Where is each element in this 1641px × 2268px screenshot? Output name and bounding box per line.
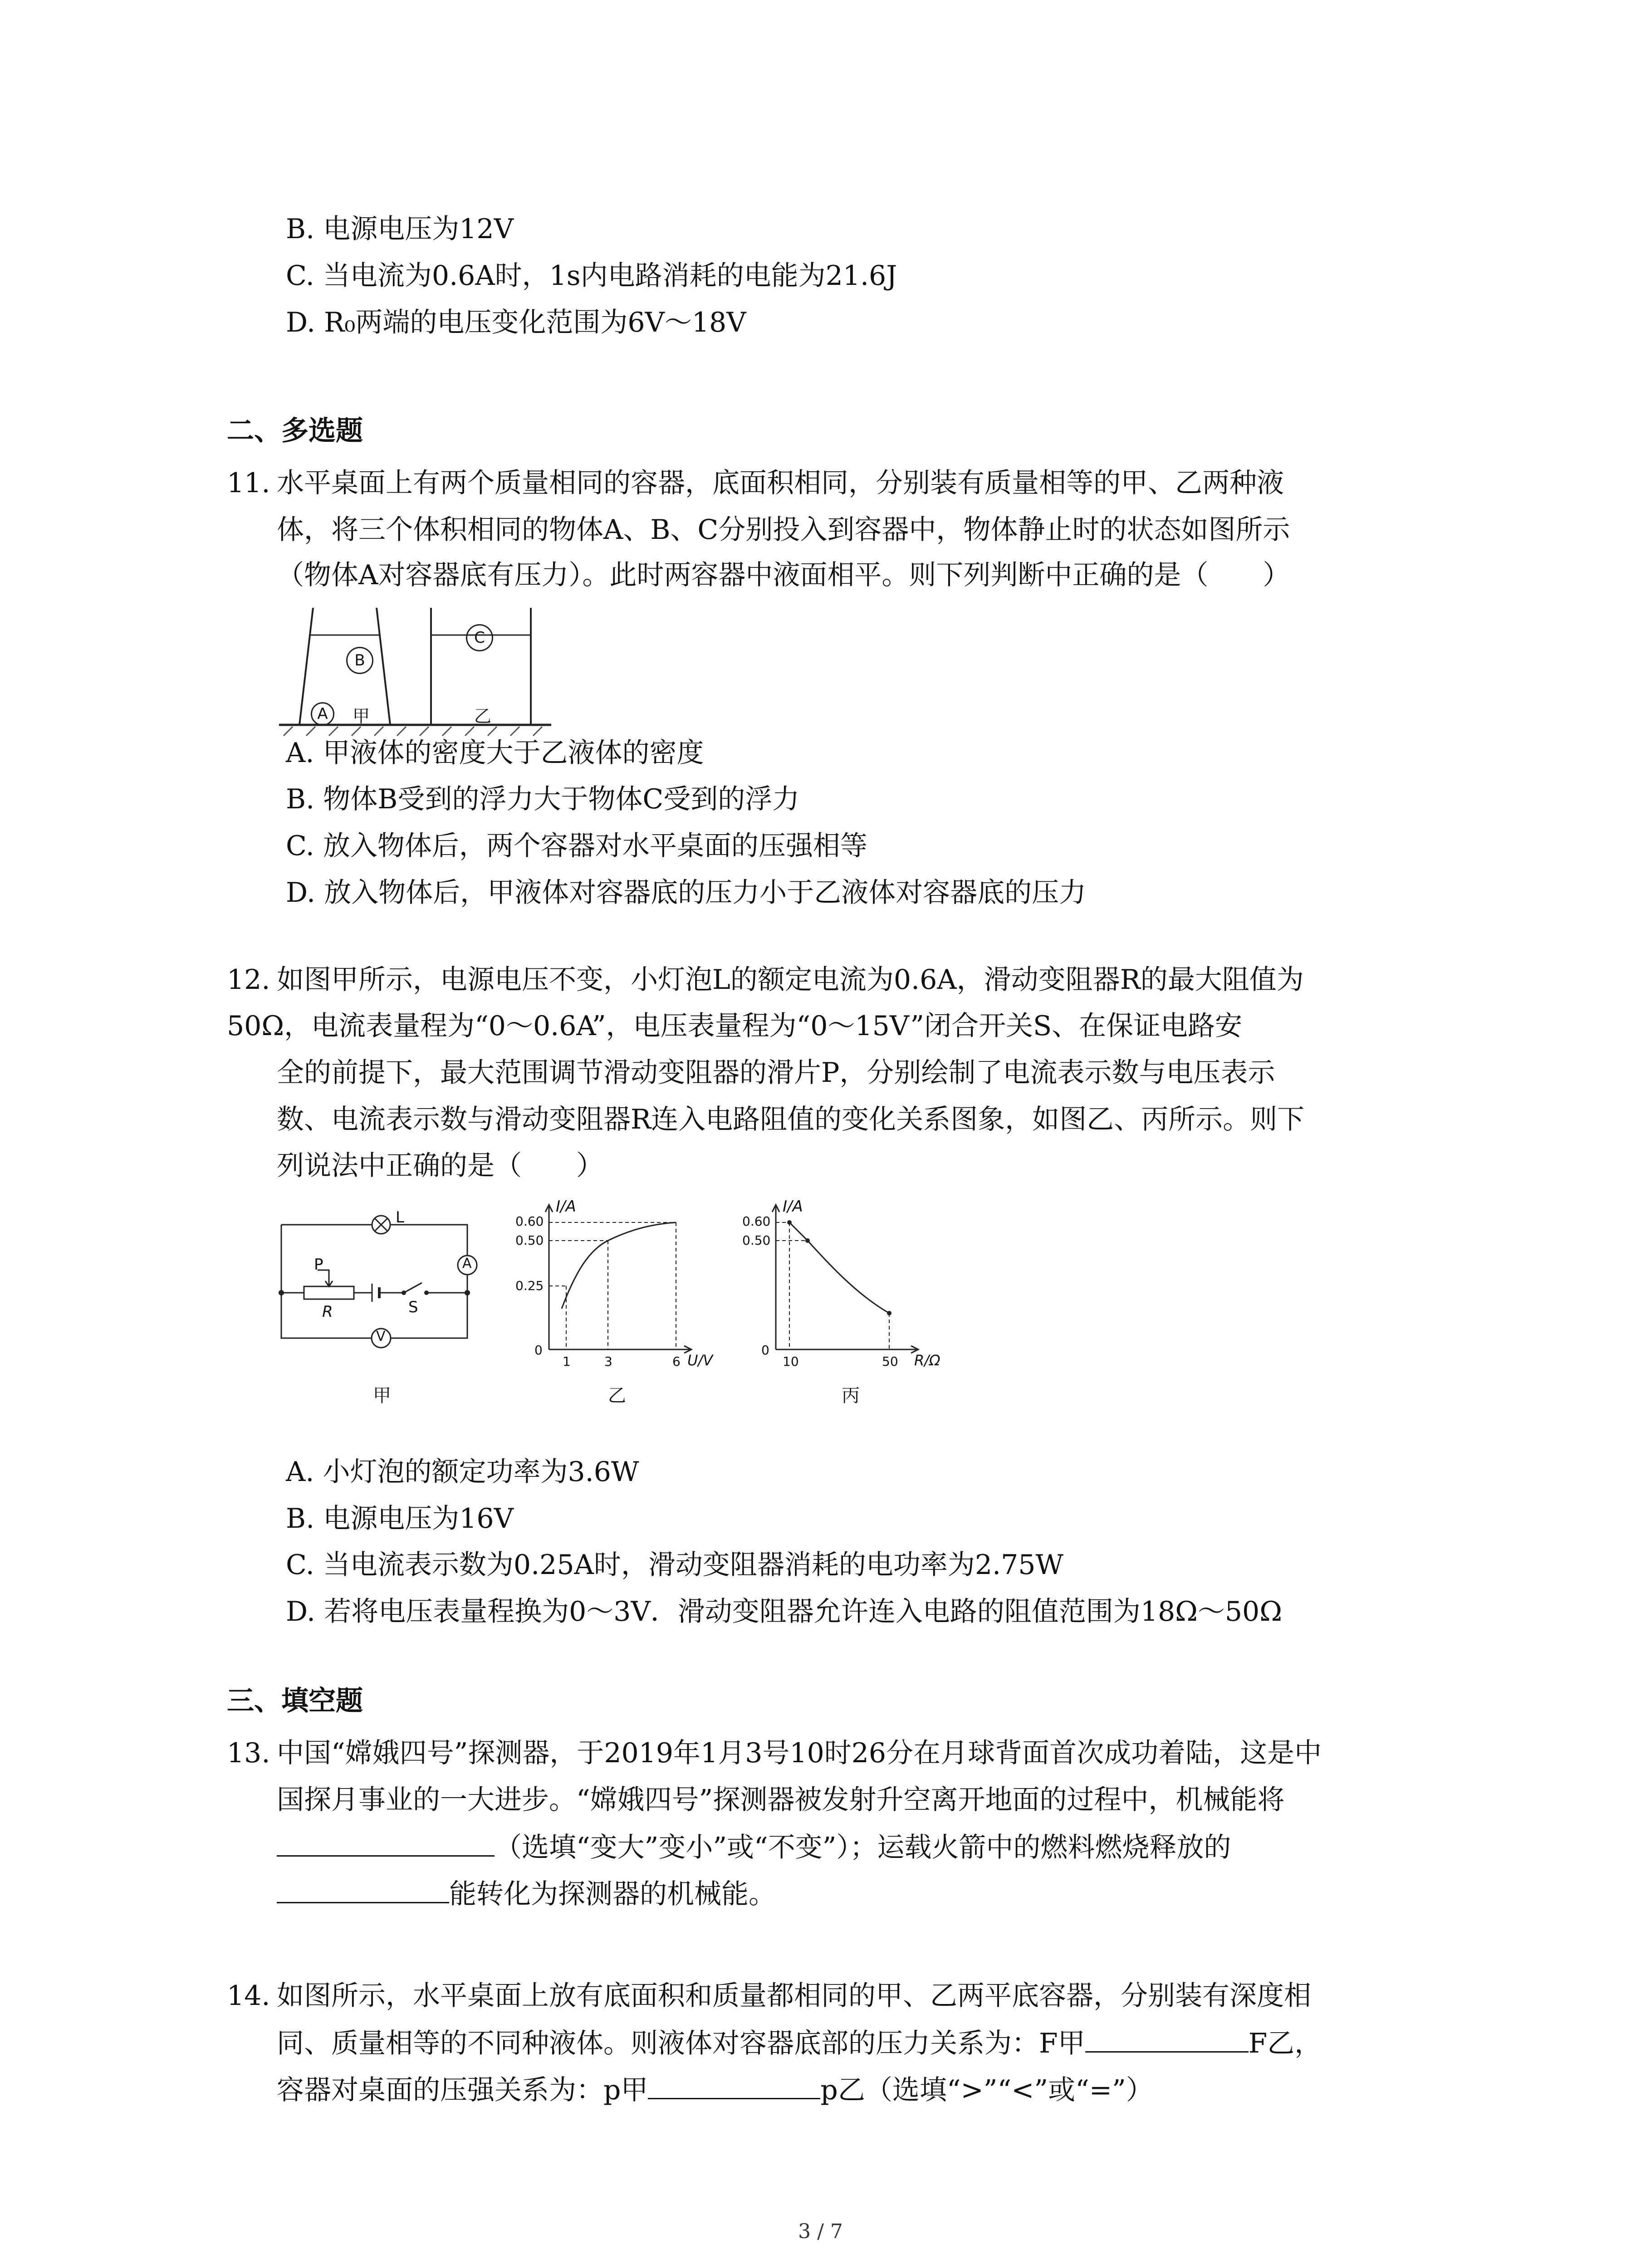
q13-line-3-text: （选填“变大”变小”或“不变”）；运载火箭中的燃料燃烧释放的 [495,1832,1231,1863]
graph-yi-ylabel: I/A [556,1198,576,1216]
q14-line-3-text: 容器对桌面的压强关系为：p甲 [277,2074,648,2106]
q12-circuit-diagram [272,1202,485,1420]
q14-line-2-tail: F乙， [1248,2028,1322,2059]
graph-bing-ylabel: I/A [783,1198,803,1216]
section-title-fill-in: 三、填空题 [227,1685,363,1717]
graph-yi-xtick-1: 1 [563,1354,571,1369]
graph-bing-xtick-50: 50 [882,1354,898,1369]
q12-graph-yi [513,1198,721,1420]
section-title-multiple-choice: 二、多选题 [227,415,363,447]
graph-yi-ytick-025: 0.25 [515,1278,544,1293]
q12-line-3: 全的前提下，最大范围调节滑动变阻器的滑片P，分别绘制了电流表示数与电压表示 [277,1057,1275,1089]
q14-line-3 [277,2071,1153,2108]
graph-bing-xtick-10: 10 [783,1354,799,1369]
q13-line-3 [277,1828,1231,1866]
q12-line-5: 列说法中正确的是（ ） [277,1150,603,1182]
graph-bing-ytick-060: 0.60 [742,1214,771,1229]
q10-option-b: B. 电源电压为12V [286,213,514,245]
graph-bing-ytick-050: 0.50 [742,1233,771,1248]
q11-option-c: C. 放入物体后，两个容器对水平桌面的压强相等 [286,830,867,862]
q11-number: 11. [227,467,270,499]
circuit-label-rheostat: R [322,1303,333,1321]
q11-option-d: D. 放入物体后，甲液体对容器底的压力小于乙液体对容器底的压力 [286,877,1087,909]
q12-option-d: D. 若将电压表量程换为0～3V．滑动变阻器允许连入电路的阻值范围为18Ω～50Ω [286,1596,1282,1628]
graph-bing-caption: 丙 [842,1385,860,1406]
q13-blank-1[interactable] [277,1828,495,1857]
graph-yi-ytick-060: 0.60 [515,1214,544,1229]
graph-bing-origin: 0 [761,1343,769,1358]
circuit-label-lamp: L [396,1208,404,1227]
q10-option-d: D. R₀两端的电压变化范围为6V～18V [286,307,746,338]
q12-option-c: C. 当电流表示数为0.25A时，滑动变阻器消耗的电功率为2.75W [286,1549,1064,1581]
q14-line-3-tail: p乙（选填“>”“<”或“=”） [820,2074,1153,2106]
q10-option-c: C. 当电流为0.6A时，1s内电路消耗的电能为21.6J [286,260,897,292]
q11-option-a: A. 甲液体的密度大于乙液体的密度 [286,737,704,769]
q13-number: 13. [227,1737,270,1769]
page-number: 3 / 7 [798,2220,843,2243]
q14-line-2-text: 同、质量相等的不同种液体。则液体对容器底部的压力关系为：F甲 [277,2028,1085,2059]
q12-line-4: 数、电流表示数与滑动变阻器R连入电路阻值的变化关系图象，如图乙、丙所示。则下 [277,1104,1305,1135]
q14-number: 14. [227,1980,270,2012]
q11-option-b: B. 物体B受到的浮力大于物体C受到的浮力 [286,783,800,815]
circuit-label-slider: P [314,1256,323,1274]
q12-option-a: A. 小灯泡的额定功率为3.6W [286,1456,639,1488]
graph-yi-xtick-6: 6 [672,1354,681,1369]
q11-container-figure [279,603,551,739]
q13-line-1: 中国“嫦娥四号”探测器，于2019年1月3号10时26分在月球背面首次成功着陆，这是中 [277,1737,1322,1769]
q14-line-1: 如图所示，水平桌面上放有底面积和质量都相同的甲、乙两平底容器，分别装有深度相 [277,1980,1311,2012]
circuit-caption: 甲 [373,1385,391,1406]
graph-yi-origin: 0 [534,1343,543,1358]
q13-blank-2[interactable] [277,1875,449,1903]
graph-yi-xlabel: U/V [687,1352,713,1369]
q12-option-b: B. 电源电压为16V [286,1503,514,1535]
q11-line-1: 水平桌面上有两个质量相同的容器，底面积相同，分别装有质量相等的甲、乙两种液 [277,467,1284,499]
q12-line-2: 50Ω，电流表量程为“0～0.6A”，电压表量程为“0～15V”闭合开关S、在保证电路安 [227,1010,1243,1042]
graph-yi-ytick-050: 0.50 [515,1233,544,1248]
q13-line-2: 国探月事业的一大进步。“嫦娥四号”探测器被发射升空离开地面的过程中，机械能将 [277,1784,1285,1816]
graph-bing-xlabel: R/Ω [914,1352,941,1369]
graph-yi-xtick-3: 3 [604,1354,612,1369]
q14-blank-1[interactable] [1085,2024,1249,2053]
ball-b: B [346,647,373,674]
circuit-label-switch: S [408,1298,418,1316]
graph-yi-caption: 乙 [608,1385,626,1406]
voltmeter-symbol: V [376,1329,386,1344]
q12-line-1: 如图甲所示，电源电压不变，小灯泡L的额定电流为0.6A，滑动变阻器R的最大阻值为 [277,964,1304,996]
q11-line-2: 体，将三个体积相同的物体A、B、C分别投入到容器中，物体静止时的状态如图所示 [277,514,1290,546]
q13-line-4 [277,1875,776,1912]
container-label-yi: 乙 [474,706,492,726]
q11-line-3: （物体A对容器底有压力）。此时两容器中液面相平。则下列判断中正确的是（ ） [277,559,1290,591]
q12-graph-bing [740,1198,953,1420]
ball-a: A [311,702,334,726]
ball-c: C [466,624,493,651]
ammeter-symbol: A [462,1256,472,1271]
q13-line-4-text: 能转化为探测器的机械能。 [449,1878,776,1910]
q14-line-2 [277,2024,1322,2062]
q12-number: 12. [227,964,270,996]
q14-blank-2[interactable] [648,2071,820,2099]
container-label-jia: 甲 [353,706,370,726]
